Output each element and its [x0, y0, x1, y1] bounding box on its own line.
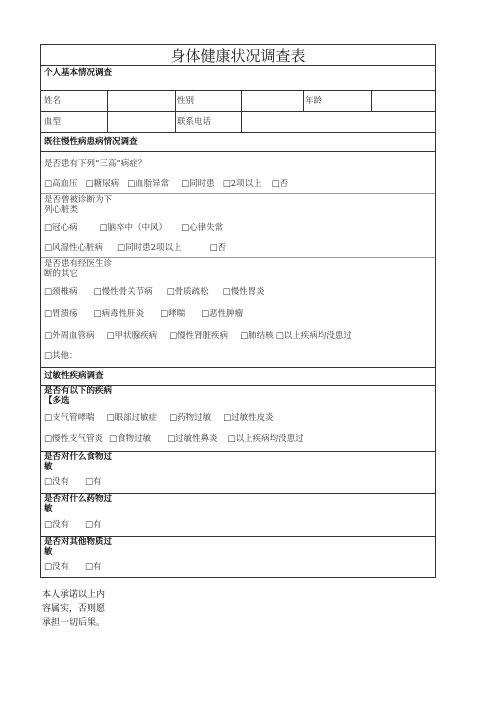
checkbox-option[interactable]: □否 — [209, 243, 227, 253]
checkbox-option[interactable]: □外周血管病 — [44, 331, 95, 341]
phone-field[interactable] — [242, 112, 436, 131]
checkbox-option[interactable]: □恶性肿瘤 — [201, 309, 244, 319]
checkbox-option[interactable]: □病毒性肝炎 — [93, 309, 145, 319]
checkbox-option[interactable]: □支气管哮喘 — [44, 413, 95, 423]
checkbox-option[interactable]: □没有 — [44, 562, 70, 572]
divider — [41, 151, 435, 152]
blood-label: 血型 — [44, 117, 62, 127]
checkbox-option[interactable]: □脑卒中（中风） — [99, 223, 168, 233]
age-label: 年龄 — [305, 96, 323, 106]
checkbox-option[interactable]: □肺结核 — [240, 331, 274, 341]
blood-field[interactable] — [108, 112, 174, 131]
section-allergy-header: 过敏性疾病调查 — [44, 371, 104, 381]
checkbox-option[interactable]: □糖尿病 — [85, 179, 120, 189]
checkbox-option[interactable]: □2项以上 — [222, 179, 262, 189]
checkbox-option[interactable]: □心律失常 — [181, 223, 224, 233]
option-row[interactable] — [44, 287, 265, 297]
promise-statement: 本人承诺以上内容属实，否则愿承担一切后果。 — [42, 590, 106, 628]
question-other-allergy: 是否对其他物质过敏 — [44, 537, 113, 557]
checkbox-option[interactable]: □慢性骨关节病 — [93, 287, 153, 297]
checkbox-option[interactable]: □以上疾病均没患过 — [275, 331, 352, 341]
checkbox-option[interactable]: □甲状腺疾病 — [106, 331, 158, 341]
section-basic-header: 个人基本情况调查 — [44, 68, 113, 78]
question-food-allergy: 是否对什么食物过敏 — [44, 452, 113, 472]
option-row[interactable] — [44, 477, 102, 487]
checkbox-option[interactable]: □高血压 — [44, 179, 78, 189]
option-row[interactable] — [44, 413, 274, 423]
phone-label: 联系电话 — [177, 117, 212, 127]
checkbox-option[interactable]: □没有 — [44, 477, 70, 487]
checkbox-option[interactable]: □颈椎病 — [44, 287, 78, 297]
question-drug-allergy: 是否对什么药物过敏 — [44, 494, 113, 514]
gender-label: 性别 — [177, 96, 195, 106]
checkbox-option[interactable]: □以上疾病均没患过 — [227, 434, 304, 444]
divider — [41, 257, 435, 258]
name-field[interactable] — [108, 91, 174, 110]
checkbox-option[interactable]: □同时患2项以上 — [117, 243, 182, 253]
checkbox-option[interactable]: □风湿性心脏病 — [44, 243, 104, 253]
other-option[interactable]: □其他： — [44, 351, 78, 361]
checkbox-option[interactable]: □眼部过敏症 — [106, 413, 158, 423]
checkbox-option[interactable]: □慢性胃炎 — [222, 287, 265, 297]
checkbox-option[interactable]: □血脂异常 — [127, 179, 170, 189]
name-label: 姓名 — [44, 96, 62, 106]
survey-form — [40, 44, 436, 578]
divider — [41, 193, 435, 194]
checkbox-option[interactable]: □药物过敏 — [169, 413, 212, 423]
checkbox-option[interactable]: □同时患 — [181, 179, 215, 189]
option-row[interactable] — [44, 223, 223, 233]
checkbox-option[interactable]: □过敏性鼻炎 — [167, 434, 218, 444]
divider — [41, 65, 435, 66]
question-heart: 是否曾被诊断为下列心脏类 — [44, 195, 113, 215]
checkbox-option[interactable]: □有 — [85, 477, 102, 487]
checkbox-option[interactable]: □慢性支气管炎 — [44, 434, 104, 444]
checkbox-option[interactable]: □有 — [85, 520, 102, 530]
option-row[interactable] — [44, 434, 304, 444]
option-row[interactable] — [44, 520, 102, 530]
question-other-diseases: 是否患有经医生诊断的其它 — [44, 259, 113, 279]
option-row[interactable] — [44, 309, 243, 319]
checkbox-option[interactable]: □慢性肾脏疾病 — [169, 331, 229, 341]
divider — [41, 367, 435, 368]
checkbox-option[interactable]: □冠心病 — [44, 223, 78, 233]
checkbox-option[interactable]: □过敏性皮炎 — [223, 413, 274, 423]
checkbox-option[interactable]: □没有 — [44, 520, 70, 530]
option-row[interactable] — [44, 243, 226, 253]
divider — [41, 132, 435, 133]
checkbox-option[interactable]: □有 — [85, 562, 102, 572]
age-field[interactable] — [372, 91, 436, 110]
option-row[interactable] — [44, 331, 352, 341]
question-allergy-diseases: 是否有以下的疾病 【多选 — [44, 386, 113, 406]
option-row[interactable] — [44, 562, 102, 572]
section-chronic-header: 既往慢性病患病情况调查 — [44, 137, 138, 147]
grid-line — [175, 90, 176, 132]
gender-field[interactable] — [242, 91, 302, 110]
option-row[interactable] — [44, 179, 288, 189]
grid-line — [303, 90, 304, 111]
checkbox-option[interactable]: □胃溃疡 — [44, 309, 78, 319]
checkbox-option[interactable]: □否 — [271, 179, 289, 189]
checkbox-option[interactable]: □哮喘 — [160, 309, 186, 319]
form-title: 身体健康状况调查表 — [170, 47, 306, 65]
checkbox-option[interactable]: □骨质疏松 — [166, 287, 209, 297]
question-three-highs: 是否患有下列“三高”病症？ — [44, 159, 147, 169]
checkbox-option[interactable]: □食物过敏 — [109, 434, 152, 444]
